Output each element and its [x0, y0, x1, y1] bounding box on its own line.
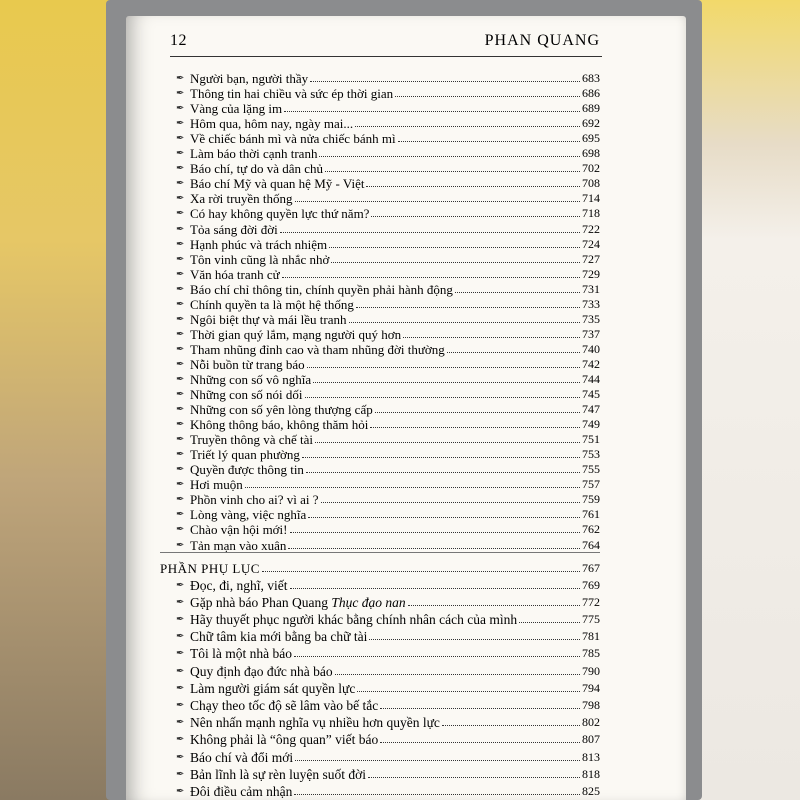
feather-quill-icon: ✒: [176, 614, 185, 626]
toc-entry-title: [190, 87, 393, 100]
toc-entry: [176, 85, 600, 100]
feather-quill-icon: ✒: [176, 313, 185, 325]
dot-leader: [305, 397, 581, 398]
feather-quill-icon: ✒: [176, 785, 185, 797]
toc-list-part2: [176, 575, 600, 798]
toc-entry-page: 742: [582, 356, 600, 371]
dot-leader: [308, 517, 580, 518]
table-of-contents: [160, 70, 600, 799]
toc-entry-title-text: Ngôi biệt thự và mái lều tranh: [190, 311, 347, 327]
toc-entry-title-italic: Thục đạo nan: [331, 594, 406, 610]
toc-entry: [176, 115, 600, 130]
toc-entry-title: [190, 313, 347, 326]
toc-entry: [176, 130, 600, 145]
toc-entry: [176, 491, 600, 506]
toc-entry: [176, 175, 600, 190]
dot-leader: [282, 277, 580, 278]
toc-entry-page: 722: [582, 221, 600, 236]
section-heading-row: [160, 552, 600, 575]
feather-quill-icon: ✒: [176, 648, 185, 660]
feather-quill-icon: ✒: [176, 479, 185, 491]
toc-entry-page: 683: [582, 71, 600, 86]
toc-entry: [176, 220, 600, 235]
toc-entry-page: 735: [582, 311, 600, 326]
toc-entry: [176, 205, 600, 220]
toc-entry-page: 757: [582, 477, 600, 492]
feather-quill-icon: ✒: [176, 734, 185, 746]
toc-entry-title-text: Báo chí chỉ thông tin, chính quyền phải hành động: [190, 281, 453, 297]
toc-entry-title: [190, 433, 313, 446]
dot-leader: [325, 171, 580, 172]
dot-leader: [371, 216, 580, 217]
toc-entry-title: [190, 298, 354, 311]
toc-entry-title-text: Báo chí, tự do và dân chủ: [190, 161, 324, 177]
dot-leader: [375, 412, 580, 413]
toc-entry-page: 807: [582, 732, 600, 747]
section-page-number: 767: [582, 560, 600, 575]
feather-quill-icon: ✒: [176, 700, 185, 711]
toc-entry: [176, 592, 600, 609]
toc-entry-title: [190, 373, 311, 386]
toc-entry-title-text: Chữ tâm kia mới bằng ba chữ tài: [190, 629, 368, 645]
toc-entry-title-text: Về chiếc bánh mì và nửa chiếc bánh mì: [190, 131, 396, 147]
toc-entry-title-text: Nỗi buồn từ trang báo: [190, 356, 305, 372]
toc-entry-title: [190, 358, 305, 371]
toc-entry-title: [190, 238, 327, 251]
toc-entry-title: [190, 613, 517, 626]
toc-entry-title: [190, 751, 293, 764]
dot-leader: [455, 292, 580, 293]
dot-leader: [290, 588, 581, 589]
toc-entry: [176, 356, 600, 371]
toc-entry-title-text: Người bạn, người thầy: [190, 71, 309, 87]
dot-leader: [295, 201, 580, 202]
feather-quill-icon: ✒: [176, 524, 185, 536]
feather-quill-icon: ✒: [176, 579, 185, 591]
dot-leader: [403, 337, 580, 338]
feather-quill-icon: ✒: [176, 133, 185, 145]
dot-leader: [357, 691, 580, 692]
toc-entry: [176, 781, 600, 798]
toc-entry: [176, 341, 600, 356]
feather-quill-icon: ✒: [176, 283, 185, 295]
feather-quill-icon: ✒: [176, 434, 185, 446]
feather-quill-icon: ✒: [176, 751, 185, 763]
toc-entry-title: [190, 72, 308, 85]
dot-leader: [442, 725, 580, 726]
toc-entry-title: [190, 716, 440, 729]
toc-entry-title: [190, 268, 280, 281]
dot-leader: [280, 232, 580, 233]
toc-entry-title: [190, 147, 317, 160]
toc-entry-title-text: Báo chí Mỹ và quan hệ Mỹ - Việt: [190, 176, 365, 192]
dot-leader: [366, 186, 580, 187]
toc-entry-title-text: Tham nhũng đỉnh cao và tham nhũng đời thường: [190, 341, 445, 357]
toc-entry-title-text: Làm người giám sát quyền lực: [190, 680, 356, 696]
toc-entry-title: [190, 117, 353, 130]
toc-entry-title-text: Những con số vô nghĩa: [190, 371, 312, 387]
toc-entry-title-text: Những con số yên lòng thượng cấp: [190, 402, 373, 418]
toc-entry-title: [190, 223, 278, 236]
toc-entry-page: 813: [582, 749, 600, 764]
toc-entry: [176, 575, 600, 592]
toc-entry: [176, 266, 600, 281]
toc-entry: [176, 660, 600, 677]
toc-entry-page: 764: [582, 537, 600, 552]
toc-entry-title-text: Có hay không quyền lực thứ năm?: [190, 206, 370, 222]
toc-entry-title: [190, 283, 453, 296]
feather-quill-icon: ✒: [176, 358, 185, 370]
toc-list-part1: [176, 70, 600, 552]
dot-leader: [519, 622, 580, 623]
toc-entry-title-text: Vàng của lặng im: [190, 101, 283, 117]
toc-entry-title-text: Xa rời truyền thống: [190, 191, 293, 207]
dot-leader: [307, 367, 580, 368]
toc-entry-title-text: Quy định đạo đức nhà báo: [190, 663, 333, 679]
toc-entry-title: [190, 102, 282, 115]
toc-entry-title-text: Không phải là “ông quan” viết báo: [190, 732, 379, 748]
feather-quill-icon: ✒: [176, 343, 185, 355]
section-title: PHẦN PHỤ LỤC: [160, 560, 260, 576]
toc-entry-title-text: Chào vận hội mới!: [190, 522, 288, 538]
feather-quill-icon: ✒: [176, 148, 185, 160]
toc-entry-page: 740: [582, 341, 600, 356]
toc-entry: [176, 190, 600, 205]
dot-leader: [335, 674, 580, 675]
feather-quill-icon: ✒: [176, 768, 185, 780]
toc-entry-page: 731: [582, 281, 600, 296]
toc-entry: [176, 251, 600, 266]
dot-leader: [329, 247, 580, 248]
feather-quill-icon: ✒: [176, 253, 185, 265]
toc-entry: [176, 609, 600, 626]
feather-quill-icon: ✒: [176, 494, 185, 506]
feather-quill-icon: ✒: [176, 419, 185, 431]
feather-quill-icon: ✒: [176, 631, 185, 643]
toc-entry: [176, 446, 600, 461]
toc-entry: [176, 626, 600, 643]
toc-entry: [176, 431, 600, 446]
toc-entry-title: [190, 630, 367, 643]
toc-entry-page: 702: [582, 161, 600, 176]
toc-entry: [176, 536, 600, 551]
dot-leader: [245, 487, 580, 488]
dot-leader: [331, 262, 580, 263]
toc-entry-title-text: Tỏa sáng đời đời: [190, 221, 278, 237]
toc-entry: [176, 281, 600, 296]
toc-entry-page: 769: [582, 577, 600, 592]
toc-entry-page: 761: [582, 507, 600, 522]
dot-leader: [408, 605, 580, 606]
feather-quill-icon: ✒: [176, 163, 185, 175]
toc-entry-title: [190, 343, 445, 356]
toc-entry-title-text: Thời gian quý lắm, mạng người quý hơn: [190, 326, 402, 342]
toc-entry-title-text: Chính quyền ta là một hệ thống: [190, 296, 354, 312]
toc-entry-page: 802: [582, 715, 600, 730]
toc-entry: [176, 416, 600, 431]
dot-leader: [369, 639, 580, 640]
toc-entry-title-text: Tôn vinh cũng là nhắc nhở: [190, 251, 330, 267]
toc-entry: [176, 461, 600, 476]
dot-leader: [294, 794, 580, 795]
toc-entry: [176, 521, 600, 536]
feather-quill-icon: ✒: [176, 373, 185, 385]
toc-entry-title: [190, 192, 293, 205]
dot-leader: [395, 96, 580, 97]
toc-entry: [176, 401, 600, 416]
feather-quill-icon: ✒: [176, 717, 185, 729]
toc-entry-page: 692: [582, 116, 600, 131]
toc-entry: [176, 643, 600, 660]
feather-quill-icon: ✒: [176, 103, 185, 115]
feather-quill-icon: ✒: [176, 73, 185, 85]
dot-leader: [302, 457, 580, 458]
toc-entry-page: 759: [582, 492, 600, 507]
toc-entry-title-text: Hãy thuyết phục người khác bằng chính nhân cách của mình: [190, 612, 518, 628]
page-header: [170, 32, 600, 56]
toc-entry: [176, 476, 600, 491]
toc-entry-title-text: Không thông báo, không thăm hỏi: [190, 417, 369, 433]
toc-entry-title: [190, 523, 288, 536]
toc-entry-title-text: Truyền thông và chế tài: [190, 432, 313, 448]
toc-entry-title-text: Đọc, đi, nghĩ, viết: [190, 577, 288, 593]
dot-leader: [398, 141, 580, 142]
toc-entry-title: [190, 207, 369, 220]
toc-entry-title: [190, 539, 286, 552]
toc-entry-page: 698: [582, 146, 600, 161]
toc-entry-page: 718: [582, 206, 600, 221]
background-left: [0, 0, 110, 800]
feather-quill-icon: ✒: [176, 298, 185, 310]
toc-entry-page: 745: [582, 387, 600, 402]
toc-entry: [176, 160, 600, 175]
toc-entry-title: [190, 448, 300, 461]
running-head-author: PHAN QUANG: [484, 32, 600, 49]
toc-entry: [176, 506, 600, 521]
dot-leader: [349, 322, 580, 323]
toc-entry-page: 762: [582, 522, 600, 537]
toc-entry-page: 775: [582, 612, 600, 627]
toc-entry: [176, 386, 600, 401]
feather-quill-icon: ✒: [176, 238, 185, 250]
dot-leader: [262, 571, 580, 572]
toc-entry-page: 772: [582, 594, 600, 609]
toc-entry: [176, 70, 600, 85]
toc-entry-title-text: Báo chí và đổi mới: [190, 749, 294, 765]
dot-leader: [447, 352, 580, 353]
toc-entry-title-text: Gặp nhà báo Phan Quang: [190, 594, 332, 610]
dot-leader: [321, 502, 580, 503]
dot-leader: [284, 111, 580, 112]
toc-entry-title: [190, 682, 355, 695]
feather-quill-icon: ✒: [176, 268, 185, 280]
toc-entry-title-text: Hơi muộn: [190, 477, 243, 493]
toc-entry-title: [190, 768, 366, 781]
toc-entry: [176, 296, 600, 311]
toc-entry: [176, 695, 600, 712]
toc-entry-title-text: Chạy theo tốc độ sẽ lâm vào bế tắc: [190, 698, 379, 713]
toc-entry-title-text: Làm báo thời cạnh tranh: [190, 146, 318, 162]
header-rule: [170, 56, 602, 57]
dot-leader: [370, 427, 580, 428]
toc-entry-title: [190, 253, 329, 266]
toc-entry-title: [190, 596, 406, 609]
dot-leader: [355, 126, 580, 127]
feather-quill-icon: ✒: [176, 223, 185, 235]
toc-entry-page: 747: [582, 402, 600, 417]
toc-entry-title-text: Thông tin hai chiều và sức ép thời gian: [190, 86, 394, 102]
toc-entry-title-text: Quyền được thông tin: [190, 462, 304, 478]
dot-leader: [319, 156, 580, 157]
feather-quill-icon: ✒: [176, 389, 185, 401]
toc-entry-page: 751: [582, 432, 600, 447]
toc-entry-title: [190, 733, 378, 746]
dot-leader: [380, 708, 580, 709]
toc-entry-page: 825: [582, 783, 600, 798]
toc-entry-page: 695: [582, 131, 600, 146]
dot-leader: [295, 760, 580, 761]
toc-entry-title-text: Văn hóa tranh cử: [190, 266, 280, 282]
feather-quill-icon: ✒: [176, 596, 185, 608]
toc-entry-title: [190, 403, 373, 416]
feather-quill-icon: ✒: [176, 178, 185, 190]
toc-entry-page: 790: [582, 663, 600, 678]
feather-quill-icon: ✒: [176, 88, 185, 100]
toc-entry: [176, 746, 600, 763]
dot-leader: [356, 307, 580, 308]
toc-entry-title: [190, 418, 368, 431]
feather-quill-icon: ✒: [176, 449, 185, 461]
toc-entry-page: 753: [582, 447, 600, 462]
toc-entry-title: [190, 388, 303, 401]
toc-entry: [176, 729, 600, 746]
toc-entry-title-text: Hôm qua, hôm nay, ngày mai...: [190, 116, 354, 132]
toc-entry-title-text: Những con số nói dối: [190, 387, 303, 403]
toc-entry-title: [190, 647, 292, 660]
toc-entry-title: [190, 493, 319, 506]
toc-entry: [176, 100, 600, 115]
toc-entry-title-text: Lòng vàng, việc nghĩa: [190, 507, 307, 523]
toc-entry-page: 798: [582, 698, 600, 712]
dot-leader: [368, 777, 580, 778]
toc-entry-title: [190, 328, 401, 341]
toc-entry-title: [190, 785, 292, 798]
toc-entry-page: 794: [582, 680, 600, 695]
toc-entry: [176, 371, 600, 386]
dot-leader: [315, 442, 580, 443]
toc-entry: [176, 236, 600, 251]
toc-entry-title: [190, 478, 243, 491]
toc-entry-title-text: Hạnh phúc và trách nhiệm: [190, 236, 328, 252]
toc-entry-title: [190, 132, 396, 145]
feather-quill-icon: ✒: [176, 665, 185, 677]
feather-quill-icon: ✒: [176, 118, 185, 130]
feather-quill-icon: ✒: [176, 464, 185, 476]
dot-leader: [380, 742, 580, 743]
toc-entry-title-text: Tản mạn vào xuân: [190, 537, 287, 553]
toc-entry: [176, 712, 600, 729]
toc-entry-title: [190, 699, 378, 712]
toc-entry: [176, 326, 600, 341]
dot-leader: [306, 472, 580, 473]
dot-leader: [310, 81, 580, 82]
feather-quill-icon: ✒: [176, 682, 185, 694]
toc-entry-page: 755: [582, 462, 600, 477]
toc-entry-title: [190, 463, 304, 476]
toc-entry-title-text: Phồn vinh cho ai? vì ai ?: [190, 492, 319, 508]
dot-leader: [290, 532, 581, 533]
toc-entry-page: 818: [582, 766, 600, 781]
page-number: 12: [170, 32, 187, 49]
toc-entry-page: 733: [582, 296, 600, 311]
toc-entry-title-text: Triết lý quan phường: [190, 447, 300, 463]
toc-entry-title: [190, 508, 306, 521]
toc-entry-page: 714: [582, 191, 600, 206]
toc-entry: [176, 145, 600, 160]
toc-entry-page: 727: [582, 251, 600, 266]
toc-entry-page: 737: [582, 326, 600, 341]
toc-entry: [176, 764, 600, 781]
toc-entry-page: 785: [582, 646, 600, 661]
toc-entry-page: 724: [582, 236, 600, 251]
toc-entry: [176, 678, 600, 695]
toc-entry-page: 749: [582, 417, 600, 432]
toc-entry-title-text: Bản lĩnh là sự rèn luyện suốt đời: [190, 766, 367, 782]
toc-entry-page: 708: [582, 176, 600, 191]
toc-entry-page: 744: [582, 371, 600, 386]
dot-leader: [313, 382, 580, 383]
dot-leader: [294, 656, 580, 657]
feather-quill-icon: ✒: [176, 193, 185, 205]
toc-entry: [176, 311, 600, 326]
toc-entry-title: [190, 665, 333, 678]
toc-entry-title: [190, 177, 364, 190]
toc-entry-page: 686: [582, 86, 600, 101]
toc-entry-title-text: Nên nhấn mạnh nghĩa vụ nhiều hơn quyền lực: [190, 715, 440, 731]
feather-quill-icon: ✒: [176, 404, 185, 416]
toc-entry-page: 729: [582, 266, 600, 281]
feather-quill-icon: ✒: [176, 509, 185, 521]
feather-quill-icon: ✒: [176, 328, 185, 340]
toc-entry-title-text: Đôi điều cảm nhận: [190, 783, 293, 799]
toc-entry-page: 781: [582, 629, 600, 644]
toc-entry-title: [190, 162, 323, 175]
toc-entry-title-text: Tôi là một nhà báo: [190, 646, 292, 662]
feather-quill-icon: ✒: [176, 539, 185, 551]
toc-entry-title: [190, 579, 288, 592]
toc-entry-page: 689: [582, 101, 600, 116]
feather-quill-icon: ✒: [176, 208, 185, 220]
dot-leader: [288, 548, 580, 549]
